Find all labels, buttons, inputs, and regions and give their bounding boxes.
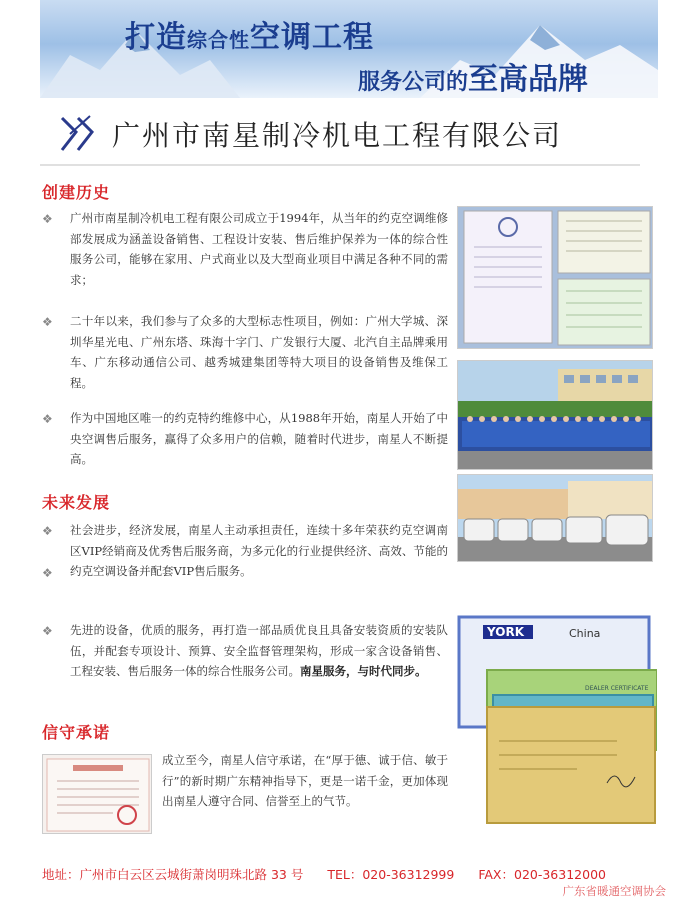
history-paragraph-2: 二十年以来，我们参与了众多的大型标志性项目，例如：广州大学城、深圳华星光电、广州东塔、珠海十字门、广发银行大厦、北汽自主品牌乘用车、广东移动通信公司、越秀城建集团等特大项目的设备销售及维保工程。: [70, 314, 448, 390]
certificates-collage-image: [457, 206, 653, 349]
slogan: 南星服务，与时代同步。: [300, 664, 427, 679]
bullet-icon: ❖: [42, 524, 53, 538]
promise-paragraph: 成立至今，南星人信守承诺，在“厚于德、诚于信、敏于行”的新时期广东精神指导下，更是一诺千金，更加体现出南星人遵守合同、信誉至上的气节。: [162, 753, 448, 809]
bullet-icon: ❖: [42, 412, 53, 426]
service-vans-image: [457, 474, 653, 562]
history-paragraph-3: 作为中国地区唯一的约克特约维修中心，从1988年开始，南星人开始了中央空调售后服务，赢得了众多用户的信赖，随着时代进步，南星人不断提高。: [70, 411, 448, 467]
team-photo-image: [457, 360, 653, 470]
cert-country: China: [569, 627, 601, 640]
bullet-icon: ❖: [42, 212, 53, 226]
section-title-promise: 信守承诺: [42, 723, 111, 742]
license-certificate-image: [42, 754, 152, 834]
banner-headline-1: 打造综合性空调工程: [125, 20, 374, 55]
company-logo-icon: [56, 112, 100, 156]
footer-address: 地址：广州市白云区云城街萧岗明珠北路 33 号: [42, 867, 304, 882]
future-paragraph-1: 社会进步，经济发展，南星人主动承担责任，连续十多年荣获约克空调南区VIP经销商及优秀售后服务商，为多元化的行业提供经济、高效、节能的约克空调设备并配套VIP售后服务。: [70, 523, 448, 579]
york-logo: YORK: [487, 625, 525, 639]
section-title-history: 创建历史: [42, 183, 111, 202]
bullet-icon: ❖: [42, 566, 53, 580]
history-paragraph-1: 广州市南星制冷机电工程有限公司成立于1994年，从当年的约克空调维修部发展成为涵盖设备销售、工程设计安装、售后维护保养为一体的综合性服务公司，能够在家用、户式商业以及大型商业项目中满足各种不同的需求；: [70, 211, 448, 287]
banner-headline-2: 服务公司的至高品牌: [358, 62, 589, 97]
footer-fax: FAX：020-36312000: [478, 867, 606, 882]
future-paragraph-2: 先进的设备，优质的服务，再打造一部品质优良且具备安装资质的安装队伍，并配套专项设计、预算、安全监督管理架构，形成一家含设备销售、工程安装、售后服务一体的综合性服务公司。南星服务，与时代同步。: [70, 623, 448, 679]
top-banner: [40, 0, 658, 98]
footer-tel: TEL：020-36312999: [327, 867, 455, 882]
company-name: 广州市南星制冷机电工程有限公司: [112, 119, 563, 152]
association-watermark: 广东省暖通空调协会: [562, 884, 666, 898]
section-title-future: 未来发展: [42, 493, 111, 512]
header-divider: [40, 164, 640, 166]
bullet-icon: ❖: [42, 624, 53, 638]
cert-heading: DEALER CERTIFICATE: [585, 685, 649, 692]
footer-contact: [42, 865, 626, 883]
dealer-certificates-image: [457, 615, 657, 825]
bullet-icon: ❖: [42, 315, 53, 329]
